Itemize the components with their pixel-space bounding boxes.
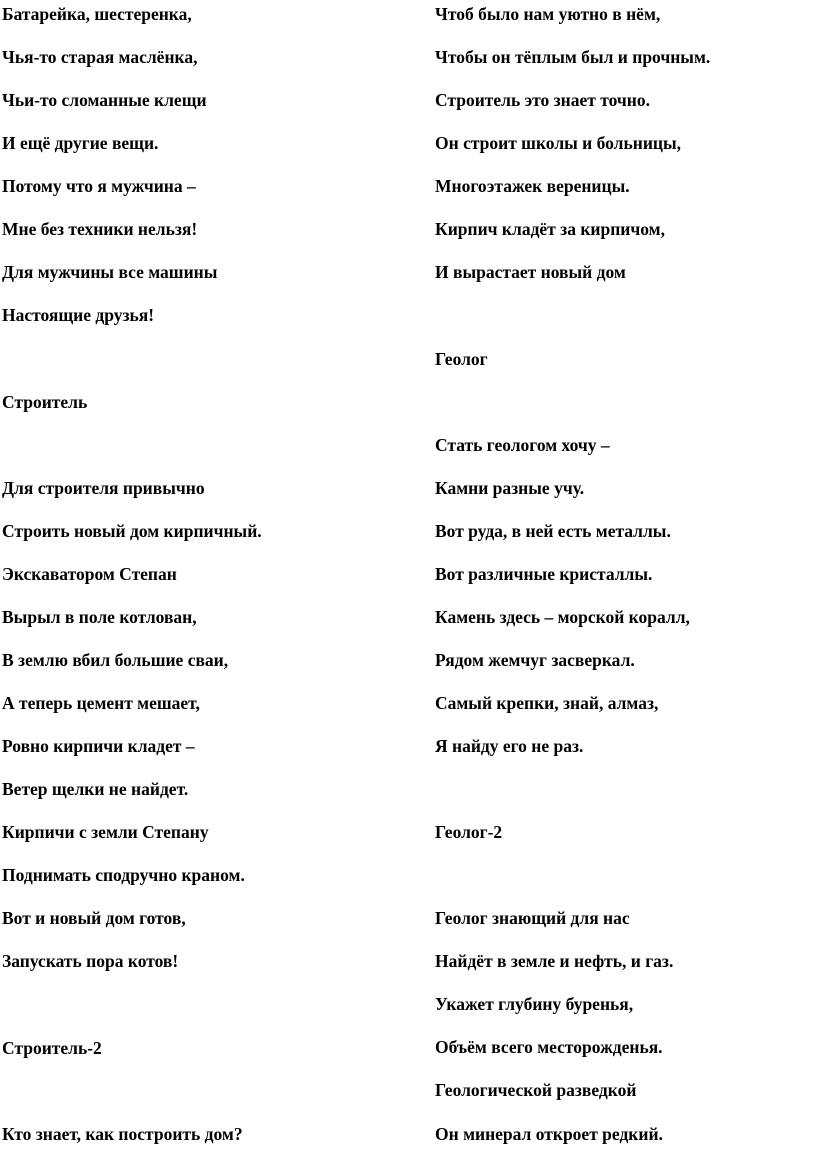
- right-line-13: Камень здесь – морской коралл,: [435, 607, 690, 627]
- right-line-12: Вот различные кристаллы.: [435, 564, 653, 584]
- right-line-2: Чтобы он тёплым был и прочным.: [435, 47, 711, 67]
- right-line-5: Многоэтажек вереницы.: [435, 176, 630, 196]
- left-line-13: Вырыл в поле котлован,: [2, 607, 197, 627]
- left-line-12: Экскаватором Степан: [2, 564, 177, 584]
- section-heading-geologist-2: Геолог-2: [435, 822, 503, 842]
- left-line-11: Строить новый дом кирпичный.: [2, 521, 262, 541]
- right-line-3: Строитель это знает точно.: [435, 90, 650, 110]
- right-line-6: Кирпич кладёт за кирпичом,: [435, 219, 665, 239]
- right-line-7: И вырастает новый дом: [435, 262, 626, 282]
- left-line-7: Для мужчины все машины: [2, 262, 218, 282]
- left-line-10: Для строителя привычно: [2, 478, 205, 498]
- left-line-21: Запускать пора котов!: [2, 951, 179, 971]
- right-line-20: Укажет глубину буренья,: [435, 994, 634, 1014]
- left-line-16: Ровно кирпичи кладет –: [2, 736, 195, 756]
- left-line-20: Вот и новый дом готов,: [2, 908, 186, 928]
- section-heading-geologist: Геолог: [435, 349, 488, 369]
- right-line-4: Он строит школы и больницы,: [435, 133, 682, 153]
- left-line-2: Чья-то старая маслёнка,: [2, 47, 198, 67]
- left-line-6: Мне без техники нельзя!: [2, 219, 198, 239]
- right-line-21: Объём всего месторожденья.: [435, 1037, 663, 1057]
- left-line-1: Батарейка, шестеренка,: [2, 4, 192, 24]
- right-line-15: Самый крепки, знай, алмаз,: [435, 693, 659, 713]
- left-line-19: Поднимать сподручно краном.: [2, 865, 245, 885]
- left-line-4: И ещё другие вещи.: [2, 133, 159, 153]
- left-line-23: Кто знает, как построить дом?: [2, 1124, 243, 1144]
- left-line-15: А теперь цемент мешает,: [2, 693, 200, 713]
- section-heading-builder: Строитель: [2, 392, 88, 412]
- right-line-14: Рядом жемчуг засверкал.: [435, 650, 635, 670]
- right-line-1: Чтоб было нам уютно в нём,: [435, 4, 661, 24]
- right-line-19: Найдёт в земле и нефть, и газ.: [435, 951, 674, 971]
- left-line-8: Настоящие друзья!: [2, 305, 155, 325]
- right-line-22: Геологической разведкой: [435, 1080, 637, 1100]
- left-line-18: Кирпичи с земли Степану: [2, 822, 209, 842]
- left-line-14: В землю вбил большие сваи,: [2, 650, 229, 670]
- right-line-10: Камни разные учу.: [435, 478, 585, 498]
- right-line-18: Геолог знающий для нас: [435, 908, 630, 928]
- left-line-5: Потому что я мужчина –: [2, 176, 196, 196]
- right-line-23: Он минерал откроет редкий.: [435, 1124, 663, 1144]
- right-line-11: Вот руда, в ней есть металлы.: [435, 521, 671, 541]
- section-heading-builder-2: Строитель-2: [2, 1038, 102, 1058]
- right-line-9: Стать геологом хочу –: [435, 435, 610, 455]
- left-line-17: Ветер щелки не найдет.: [2, 779, 189, 799]
- left-line-3: Чьи-то сломанные клещи: [2, 90, 207, 110]
- right-line-16: Я найду его не раз.: [435, 736, 584, 756]
